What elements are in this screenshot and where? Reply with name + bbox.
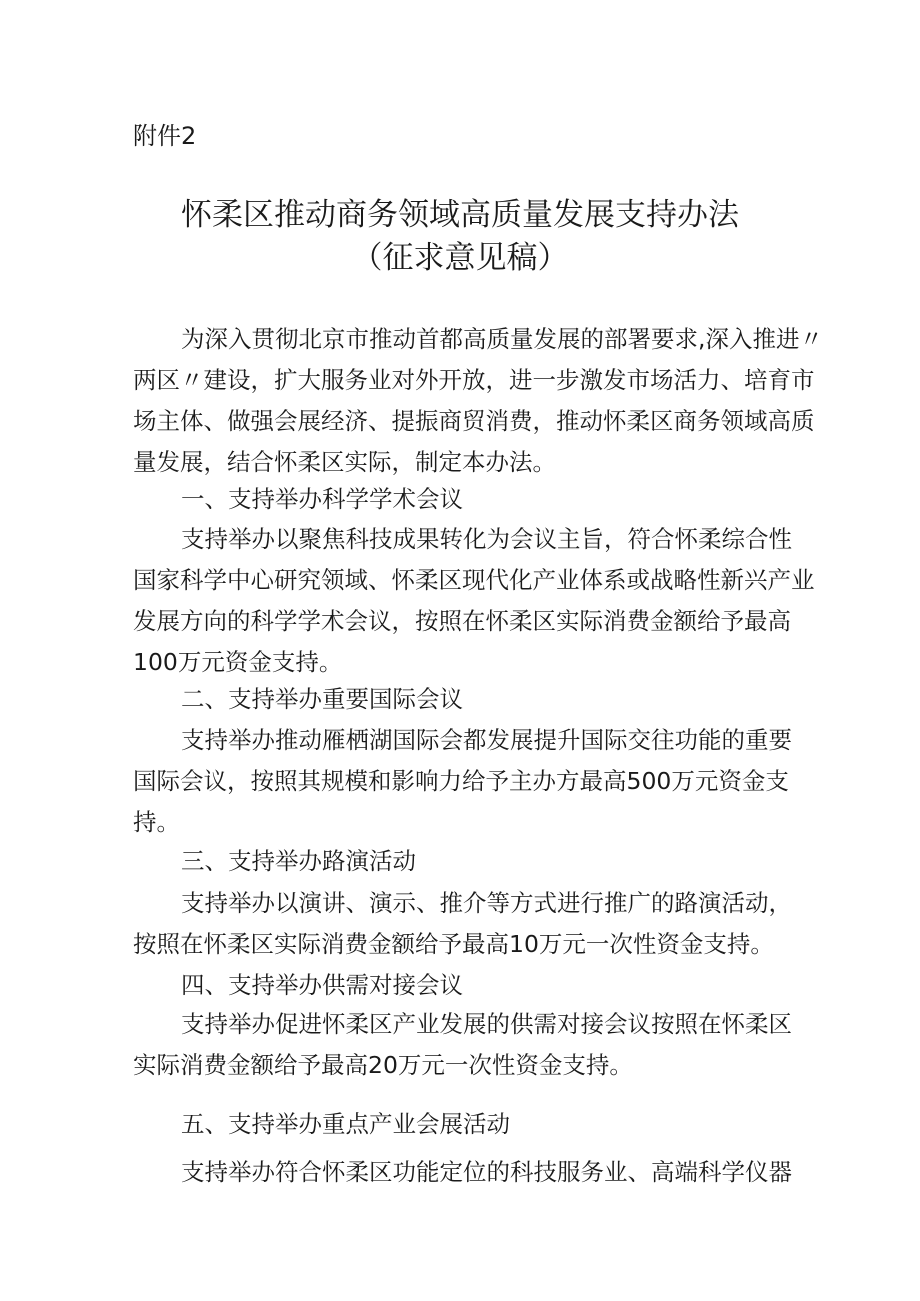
attachment-label: 附件2 — [133, 122, 197, 150]
section-3-paragraph-line: 按照在怀柔区实际消费金额给予最高10万元一次性资金支持。 — [133, 930, 774, 958]
section-1-paragraph-line: 国家科学中心研究领域、怀柔区现代化产业体系或战略性新兴产业 — [133, 566, 815, 594]
section-2-paragraph-line: 国际会议，按照其规模和影响力给予主办方最高500万元资金支 — [133, 767, 789, 795]
section-heading-4: 四、支持举办供需对接会议 — [181, 971, 463, 999]
section-1-paragraph-line: 发展方向的科学学术会议，按照在怀柔区实际消费金额给予最高 — [133, 607, 791, 635]
section-3-paragraph-line: 支持举办以演讲、演示、推介等方式进行推广的路演活动， — [181, 889, 792, 917]
section-heading-3: 三、支持举办路演活动 — [181, 847, 416, 875]
section-4-paragraph-line: 实际消费金额给予最高20万元一次性资金支持。 — [133, 1051, 633, 1079]
section-1-paragraph-line: 支持举办以聚焦科技成果转化为会议主旨，符合怀柔综合性 — [181, 525, 792, 553]
section-heading-2: 二、支持举办重要国际会议 — [181, 685, 463, 713]
intro-paragraph-line: 量发展，结合怀柔区实际，制定本办法。 — [133, 448, 556, 476]
section-heading-5: 五、支持举办重点产业会展活动 — [181, 1110, 510, 1138]
intro-paragraph-line: 场主体、做强会展经济、提振商贸消费，推动怀柔区商务领域高质 — [133, 407, 815, 435]
section-2-paragraph-line: 持。 — [133, 808, 180, 836]
section-1-paragraph-line: 100万元资金支持。 — [133, 648, 343, 676]
document-subtitle: （征求意见稿） — [351, 240, 569, 276]
section-heading-1: 一、支持举办科学学术会议 — [181, 485, 463, 513]
intro-paragraph-line: 两区〃建设，扩大服务业对外开放，进一步激发市场活力、培育市 — [133, 366, 815, 394]
section-2-paragraph-line: 支持举办推动雁栖湖国际会都发展提升国际交往功能的重要 — [181, 726, 792, 754]
document-title: 怀柔区推动商务领域高质量发展支持办法 — [181, 197, 739, 233]
intro-paragraph-line: 为深入贯彻北京市推动首都高质量发展的部署要求,深入推进〃 — [181, 325, 823, 353]
section-4-paragraph-line: 支持举办促进怀柔区产业发展的供需对接会议按照在怀柔区 — [181, 1010, 792, 1038]
section-5-paragraph-line: 支持举办符合怀柔区功能定位的科技服务业、高端科学仪器 — [181, 1158, 792, 1186]
